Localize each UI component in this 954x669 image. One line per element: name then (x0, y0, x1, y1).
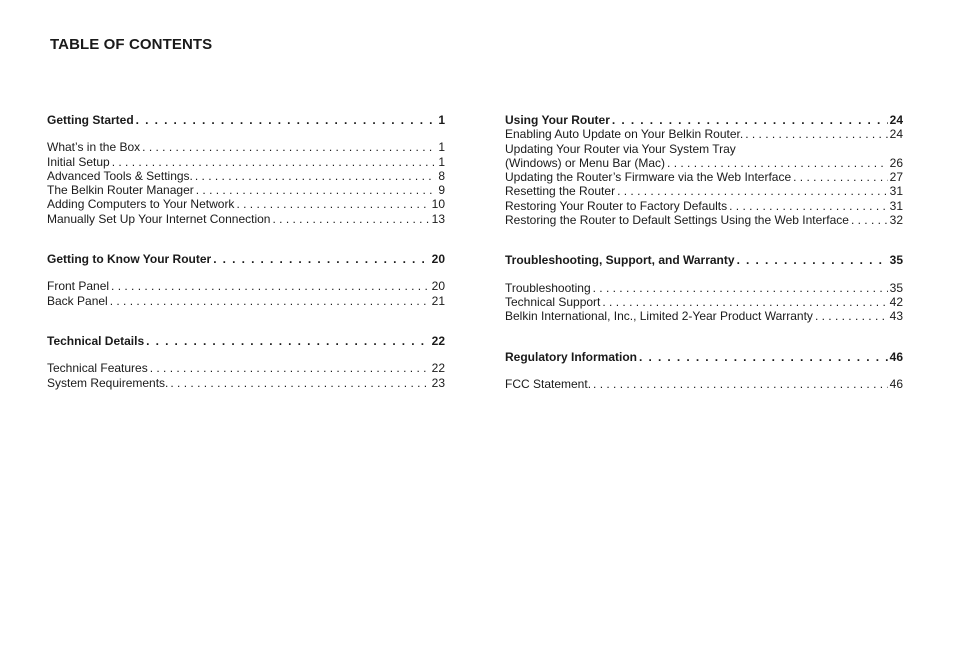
toc-entry-page: 10 (431, 197, 445, 212)
dot-leader (150, 361, 430, 375)
toc-entry-page: 43 (889, 309, 903, 324)
toc-entry-page: 1 (438, 140, 445, 155)
toc-heading-page: 22 (431, 333, 445, 348)
toc-entry-title: The Belkin Router Manager (47, 183, 194, 198)
toc-heading-page: 35 (889, 253, 903, 268)
toc-heading-title: Technical Details (47, 333, 145, 348)
dot-leader (612, 113, 888, 127)
toc-heading-page: 1 (438, 113, 445, 127)
toc-entry[interactable] (505, 213, 903, 227)
toc-entry[interactable] (47, 212, 445, 226)
dot-leader (110, 294, 430, 308)
toc-heading-page: 24 (889, 113, 903, 127)
toc-entry[interactable] (47, 155, 445, 169)
toc-entry[interactable] (505, 199, 903, 213)
dot-leader (815, 309, 888, 323)
dot-leader (639, 350, 888, 364)
toc-entry[interactable] (505, 309, 903, 323)
toc-section-regulatory (505, 350, 903, 392)
toc-entry-title: What’s in the Box (47, 140, 141, 155)
toc-left-column (47, 113, 445, 390)
toc-entry[interactable] (47, 376, 445, 390)
toc-entry-page: 1 (438, 154, 445, 169)
toc-heading[interactable] (47, 113, 445, 127)
toc-entry-title: Advanced Tools & Settings. (47, 168, 193, 183)
toc-entry[interactable] (505, 170, 903, 184)
toc-entry[interactable] (505, 142, 903, 156)
dot-leader (667, 156, 888, 170)
toc-entry-page: 42 (889, 294, 903, 309)
toc-entry-title: Enabling Auto Update on Your Belkin Router. (505, 127, 744, 142)
toc-section-technical-details (47, 334, 445, 390)
toc-entry[interactable] (47, 294, 445, 308)
toc-heading[interactable] (505, 253, 903, 267)
toc-entry-title: Adding Computers to Your Network (47, 197, 235, 212)
page-title: TABLE OF CONTENTS (50, 36, 213, 53)
toc-entry-title: (Windows) or Menu Bar (Mac) (505, 155, 666, 170)
toc-heading[interactable] (47, 252, 445, 266)
toc-entry[interactable] (505, 184, 903, 198)
toc-entry-title: Updating Your Router via Your System Tray (505, 141, 736, 156)
toc-heading-title: Regulatory Information (505, 349, 638, 364)
toc-entry[interactable] (47, 183, 445, 197)
dot-leader (737, 253, 888, 267)
toc-heading-page: 46 (889, 349, 903, 364)
dot-leader (112, 155, 437, 169)
toc-entry[interactable] (47, 361, 445, 375)
toc-entry[interactable] (47, 169, 445, 183)
toc-entry-title: Technical Support (505, 294, 601, 309)
toc-entry[interactable] (505, 156, 903, 170)
toc-entry-title: System Requirements. (47, 375, 169, 390)
toc-entry-page: 35 (889, 280, 903, 295)
dot-leader (593, 377, 888, 391)
toc-entry-title: Updating the Router’s Firmware via the Web Interface (505, 170, 792, 185)
toc-entry-title: Troubleshooting (505, 280, 591, 295)
toc-entry-title: Initial Setup (47, 154, 110, 169)
toc-entry-page: 24 (889, 127, 903, 142)
toc-heading[interactable] (505, 113, 903, 127)
toc-entry-page: 22 (431, 361, 445, 376)
toc-entry[interactable] (47, 197, 445, 211)
toc-entry-page: 31 (889, 198, 903, 213)
toc-entry-page: 21 (431, 293, 445, 308)
toc-entry-page: 31 (889, 184, 903, 199)
toc-right-column (505, 113, 903, 391)
dot-leader (111, 279, 430, 293)
toc-entry[interactable] (505, 377, 903, 391)
dot-leader (617, 184, 888, 198)
toc-entry[interactable] (505, 295, 903, 309)
toc-entry-title: Front Panel (47, 279, 110, 294)
dot-leader (745, 127, 887, 141)
toc-heading-page: 20 (431, 252, 445, 267)
toc-entry-page: 26 (889, 155, 903, 170)
toc-heading[interactable] (505, 350, 903, 364)
dot-leader (793, 170, 888, 184)
dot-leader (142, 140, 436, 154)
dot-leader (170, 376, 429, 390)
toc-entry-title: Restoring Your Router to Factory Defaults (505, 198, 728, 213)
toc-entry-page: 27 (889, 170, 903, 185)
dot-leader (593, 281, 888, 295)
dot-leader (851, 213, 888, 227)
toc-heading-title: Troubleshooting, Support, and Warranty (505, 253, 735, 268)
dot-leader (196, 183, 437, 197)
toc-entry-title: Belkin International, Inc., Limited 2-Year Product Warranty (505, 309, 813, 324)
toc-entry-title: Technical Features (47, 361, 148, 376)
dot-leader (136, 113, 437, 127)
toc-section-getting-started (47, 113, 445, 226)
toc-entry-page: 23 (431, 375, 445, 390)
toc-entry-page: 9 (438, 183, 445, 198)
toc-entry-page: 32 (889, 213, 903, 228)
toc-entry[interactable] (505, 127, 903, 141)
toc-entry[interactable] (47, 279, 445, 293)
toc-section-getting-to-know (47, 252, 445, 308)
toc-entry-title: Back Panel (47, 293, 108, 308)
toc-entry-title: Restoring the Router to Default Settings Using the Web Interface (505, 213, 849, 228)
dot-leader (146, 334, 429, 348)
toc-entry-title: FCC Statement. (505, 376, 592, 391)
dot-leader (195, 169, 436, 183)
toc-entry[interactable] (47, 140, 445, 154)
toc-entry[interactable] (505, 281, 903, 295)
toc-heading-title: Getting Started (47, 113, 134, 127)
dot-leader (729, 199, 888, 213)
dot-leader (236, 197, 429, 211)
toc-heading-title: Getting to Know Your Router (47, 252, 212, 267)
toc-heading-title: Using Your Router (505, 113, 610, 127)
toc-section-using-your-router (505, 113, 903, 227)
dot-leader (602, 295, 887, 309)
dot-leader (213, 252, 429, 266)
toc-entry-page: 20 (431, 279, 445, 294)
toc-entry-page: 46 (889, 376, 903, 391)
dot-leader (272, 212, 429, 226)
toc-entry-page: 8 (438, 168, 445, 183)
toc-entry-title: Manually Set Up Your Internet Connection (47, 211, 271, 226)
toc-heading[interactable] (47, 334, 445, 348)
toc-entry-title: Resetting the Router (505, 184, 616, 199)
toc-section-troubleshooting (505, 253, 903, 323)
toc-entry-page: 13 (431, 211, 445, 226)
